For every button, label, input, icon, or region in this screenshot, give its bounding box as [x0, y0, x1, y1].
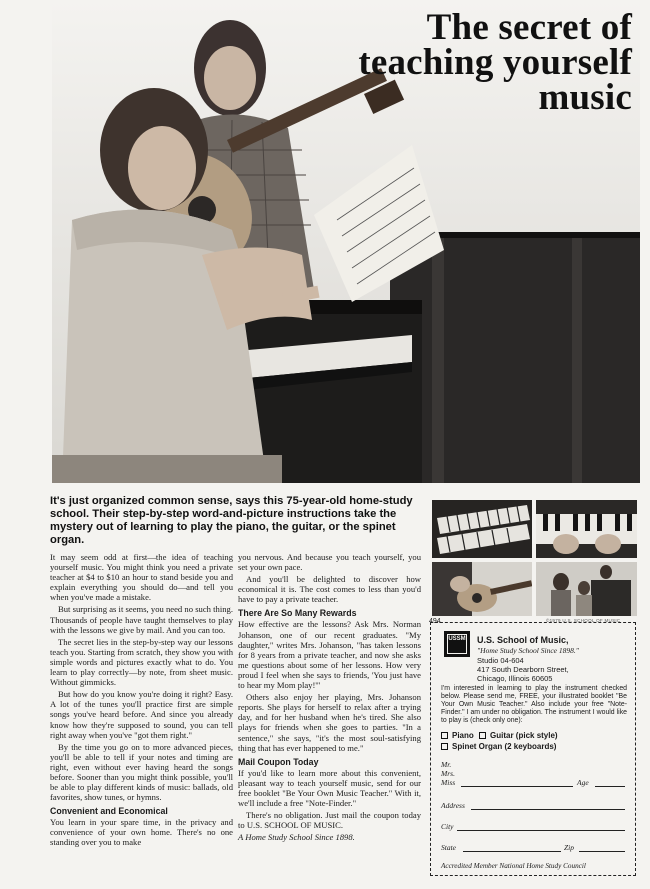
name-field[interactable] — [461, 786, 573, 787]
photo-credit: ©1979 U.S. SCHOOL OF MUSIC — [546, 618, 621, 623]
body-paragraph: How effective are the lessons? Ask Mrs. Norman Johanson, one of our recent graduates. "My daughter," writes Mrs. Johanson, "has taken lessons for 8 years from a private teacher, and now she asks me questions about some of her lessons. How very proud I feel when she says to friends, 'You just have to hear my Mom play!'" — [238, 619, 421, 691]
city-line: Chicago, Illinois 60605 — [477, 674, 553, 683]
mr-label: Mr. — [441, 760, 452, 769]
school-tagline: A Home Study School Since 1898. — [238, 832, 355, 843]
zip-field[interactable] — [579, 851, 625, 852]
subheading: Convenient and Economical — [50, 806, 168, 817]
body-column-1 — [50, 552, 233, 850]
guitar-player-image — [432, 562, 532, 616]
body-paragraph: Others also enjoy her playing, Mrs. Johanson reports. She plays for herself to relax after a trying day, and for her husband when he's tired. She also plays for friends when she goes to parties. "In a sentence," she says, "it's the most soul-satisfying thing that has ever happened to me." — [238, 692, 421, 753]
coupon-request-text: I'm interested in learning to play the instrument checked below. Please send me, FREE, your illustrated booklet "Be Your Own Music Teacher." Also include your free "Note-Finder." I am under no obligation. The instrument I would like to play is (check only one): — [441, 685, 627, 724]
body-paragraph: The secret lies in the step-by-step way our lessons teach you. Starting from scratch, they show you with simple words and pictures exactly what to do. You learn to play correctly—by note, from sheet music. Without gimmicks. — [50, 636, 233, 688]
family-music-image — [536, 562, 637, 616]
headline-line-3: music — [538, 77, 632, 118]
school-address — [477, 656, 569, 683]
instrument-options — [441, 730, 558, 752]
headline-line-1: The secret of — [426, 7, 632, 48]
school-tagline: "Home Study School Since 1898." — [477, 646, 579, 655]
miss-label: Miss — [441, 778, 456, 787]
organ-label: Spinet Organ (2 keyboards) — [452, 742, 557, 751]
zip-label: Zip — [564, 843, 575, 852]
piano-hands-photo — [536, 500, 637, 558]
body-paragraph: You learn in your spare time, in the privacy and convenience of your own home. There's no one standing over you to make — [50, 817, 233, 848]
studio-line: Studio 04-604 — [477, 656, 524, 665]
city-label: City — [441, 822, 454, 831]
family-music-photo — [536, 562, 637, 616]
body-paragraph: But surprising as it seems, you need no such thing. Thousands of people have taught themselves to play with the lessons we give by mail. And you can too. — [50, 604, 233, 635]
city-field[interactable] — [457, 830, 625, 831]
page-number: 494 — [429, 618, 441, 625]
ussm-logo-icon — [444, 631, 470, 657]
body-paragraph: It may seem odd at first—the idea of teaching yourself music. You might think you need a private teacher at $4 to $10 an hour to stand beside you and explain everything you should do—and tell you when you've made a mistake. — [50, 552, 233, 603]
guitar-label: Guitar (pick style) — [490, 731, 558, 740]
logo-text: USSM — [447, 634, 467, 654]
intro-paragraph: It's just organized common sense, says this 75-year-old home-study school. Their step-by-step word-and-picture instructions take the mystery out of learning to play the piano, the guitar, or the spinet organ. — [50, 495, 413, 546]
piano-hands-image — [536, 500, 637, 558]
option-row — [441, 730, 558, 741]
body-paragraph: you nervous. And because you teach yourself, you set your own pace. — [238, 552, 421, 573]
headline — [302, 7, 632, 118]
state-label: State — [441, 843, 456, 852]
organ-checkbox[interactable] — [441, 743, 448, 750]
accreditation-note: Accredited Member National Home Study Council — [441, 862, 586, 870]
body-column-2 — [238, 552, 421, 844]
body-paragraph: And you'll be delighted to discover how economical it is. The cost comes to less than you'd have to pay a private teacher. — [238, 574, 421, 605]
option-row — [441, 741, 558, 752]
mrs-label: Mrs. — [441, 769, 455, 778]
street-line: 417 South Dearborn Street, — [477, 665, 569, 674]
subheading: There Are So Many Rewards — [238, 608, 357, 619]
mail-coupon — [430, 622, 636, 876]
age-field[interactable] — [595, 786, 625, 787]
body-paragraph: By the time you go on to more advanced pieces, you'll be able to tell if your notes and timing are right, even without ever having heard the songs before. Sooner than you might think possible, you'll be able to play different kinds of music: ballads, old favorites, show tunes, or hymns. — [50, 741, 233, 803]
body-paragraph: But how do you know you're doing it right? Easy. A lot of the tunes you'll practice first are simple songs you've heard before. And since you already know how they're supposed to sound, you can tell right away when you've "got them right." — [50, 689, 233, 740]
organ-keys-image — [432, 500, 532, 558]
address-label: Address — [441, 801, 465, 810]
subheading: Mail Coupon Today — [238, 756, 319, 767]
organ-keys-photo — [432, 500, 532, 558]
guitar-checkbox[interactable] — [479, 732, 486, 739]
address-field[interactable] — [471, 809, 625, 810]
body-paragraph: There's no obligation. Just mail the coupon today to U.S. SCHOOL OF MUSIC. — [238, 810, 421, 831]
state-field[interactable] — [463, 851, 561, 852]
body-paragraph: If you'd like to learn more about this convenient, pleasant way to teach yourself music, send for our free booklet "Be Your Own Music Teacher." With it, we'll include a free "Note-Finder." — [238, 767, 421, 808]
piano-label: Piano — [452, 731, 474, 740]
age-label: Age — [577, 778, 589, 787]
piano-checkbox[interactable] — [441, 732, 448, 739]
guitar-player-photo — [432, 562, 532, 616]
school-name: U.S. School of Music, — [477, 635, 569, 645]
headline-line-2: teaching yourself — [358, 42, 632, 83]
